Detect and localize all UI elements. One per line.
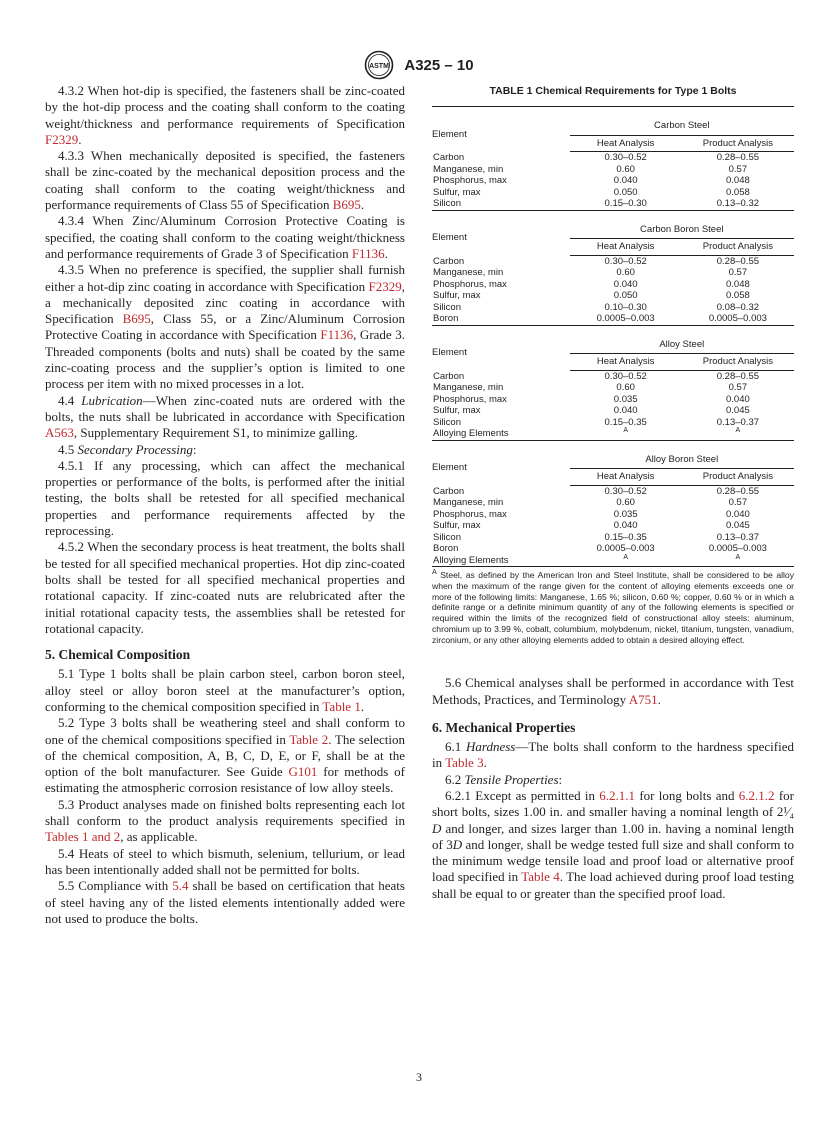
product-analysis-value: 0.040	[725, 393, 750, 405]
heat-analysis-header: Heat Analysis	[570, 135, 682, 152]
heat-analysis-value: 0.040	[613, 278, 638, 290]
heat-analysis-header: Heat Analysis	[570, 239, 682, 256]
element-name: Silicon	[433, 301, 461, 313]
heat-analysis-header: Heat Analysis	[570, 354, 682, 371]
para-5-2: 5.2 Type 3 bolts shall be weathering steel and shall conform to one of the chemical compositions specified in Table 2. The selection of the chemical composition, A, B, C, D, E, or F, shall be at the option of the bolt manufacturer. See Guide G101 for methods of estimating the atmospheric corrosion resistance of low alloy steels.	[45, 715, 406, 796]
product-analysis-value: 0.0005–0.003	[708, 543, 767, 555]
element-name: Manganese, min	[433, 267, 504, 279]
element-name: Manganese, min	[433, 163, 504, 175]
ref-b695[interactable]: B695	[332, 197, 361, 213]
product-analysis-value: 0.13–0.37	[716, 416, 760, 428]
heat-analysis-value: 0.040	[613, 405, 638, 417]
ref-f1136[interactable]: F1136	[351, 245, 385, 261]
table-row	[432, 290, 794, 302]
product-analysis-value: 0.28–0.55	[716, 370, 760, 382]
product-analysis-value: 0.0005–0.003	[682, 313, 794, 325]
heat-analysis-value: 0.050	[613, 186, 638, 198]
para-4-5-1: 4.5.1 If any processing, which can affect the mechanical properties or performance of the bolts, is performed after the initial testing, the bolts shall be retested for all specified mechanical properties and performance requirements affected by the reprocessing.	[45, 457, 405, 539]
ref-b695[interactable]: B695	[122, 311, 151, 327]
element-name: Silicon	[432, 198, 570, 210]
table-row	[432, 279, 794, 291]
para-4-3-4: 4.3.4 When Zinc/Aluminum Corrosion Protective Coating is specified, the coating shall conform to the coating weight/thickness and performance requirements of Grade 3 of Specification F1136.	[45, 213, 405, 261]
product-analysis-value: 0.28–0.55	[716, 152, 760, 164]
element-name: Silicon	[433, 416, 461, 428]
product-analysis-value: 0.08–0.32	[716, 301, 760, 313]
element-name: Carbon	[433, 485, 465, 497]
table-row	[432, 187, 794, 199]
table-row	[432, 175, 794, 187]
heat-analysis-value: 0.040	[613, 520, 638, 532]
ref-section-5-4[interactable]: 5.4	[172, 878, 189, 894]
ref-table-4[interactable]: Table 4	[521, 869, 560, 885]
section-5-heading: 5. Chemical Composition	[45, 647, 191, 663]
para-6-1: 6.1 Hardness—The bolts shall conform to the hardness specified in Table 3.	[432, 739, 795, 771]
product-analysis-value: 0.040	[725, 508, 750, 520]
product-analysis-value: 0.28–0.55	[716, 255, 760, 267]
para-4-4: 4.4 Lubrication—When zinc-coated nuts are ordered with the bolts, the nuts shall be lubricated in accordance with Specification A563, Supplementary Requirement S1, to minimize galling.	[45, 392, 405, 441]
ref-g101[interactable]: G101	[288, 764, 318, 780]
heat-analysis-value: 0.60	[616, 497, 635, 509]
element-name: Boron	[433, 543, 459, 555]
table-section-header	[432, 221, 794, 239]
heat-analysis-value: 0.15–0.35	[604, 416, 647, 428]
ref-6-2-1-2[interactable]: 6.2.1.2	[738, 788, 775, 803]
ref-f2329[interactable]: F2329	[368, 278, 402, 294]
table-row	[432, 485, 794, 497]
element-name: Alloying Elements	[432, 428, 570, 440]
product-analysis-header: Product Analysis	[682, 239, 794, 256]
product-analysis-value: 0.13–0.37	[716, 531, 760, 543]
element-header: Element	[432, 347, 467, 359]
table-row	[432, 509, 794, 521]
table-footnote: $^A$ Steel, as defined by the American Iron and Steel Institute, shall be considered to be alloy when the maximum of the range given for the content of alloying elements exceeds one or more of the following limits: Manganese, 1.65 %; silicon, 0.60 %; copper, 0.60 % or in which a definite range or a definite minimum quantity of any of the following elements is specified or required within the limits of the recognized field of constructional alloy steels: aluminum, chromium up to 3.99 %, cobalt, columbium, molybdenum, nickel, titanium, tungsten, vanadium, zirconium, or any other alloying elements added to obtain a desired alloying effect.	[432, 569, 795, 645]
heat-analysis-value: 0.30–0.52	[604, 370, 647, 382]
element-name: Phosphorus, max	[433, 175, 507, 187]
para-5-1: 5.1 Type 1 bolts shall be plain carbon steel, carbon boron steel, alloy steel or alloy boron steel at the manufacturer’s option, conforming to the chemical composition specified in Table 1.	[45, 666, 405, 714]
ref-table-1[interactable]: Table 1	[322, 698, 361, 714]
para-4-3-2: 4.3.2 When hot-dip is specified, the fasteners shall be zinc-coated by the hot-dip process and the coating shall conform to the coating weight/thickness and performance requirements of Specification F2329.	[45, 83, 405, 147]
element-name: Boron	[432, 313, 570, 325]
table-section-header	[432, 451, 794, 469]
para-4-3-5: 4.3.5 When no preference is specified, the supplier shall furnish either a hot-dip zinc coating in accordance with Specification F2329, a mechanically deposited zinc coating in accordance with Specification B695, Class 55, or a Zinc/Aluminum Corrosion Protective Coating in accordance with Specification F1136, Grade 3. Threaded components (bolts and nuts) shall be coated by the same zinc-coating process and the supplier’s option is limited to one process per item with no mixed processes in a lot.	[45, 262, 405, 392]
product-analysis-value: 0.048	[725, 175, 750, 187]
ref-a563[interactable]: A563	[45, 425, 74, 441]
heat-analysis-value: 0.040	[613, 175, 638, 187]
element-name: Phosphorus, max	[433, 278, 507, 290]
table-row	[432, 255, 794, 267]
product-analysis-value: 0.57	[728, 382, 748, 394]
heat-analysis-value: 0.60	[616, 163, 635, 175]
table-row	[432, 267, 794, 279]
table-row	[432, 405, 794, 417]
element-name: Sulfur, max	[433, 520, 481, 532]
element-name: Phosphorus, max	[433, 508, 507, 520]
para-6-2-1: 6.2.1 Except as permitted in 6.2.1.1 for long bolts and 6.2.1.2 for short bolts, sizes 1.00 in. and smaller having a nominal length of 2¹⁄₄ D and longer, and sizes larger than 1.00 in. having a nominal length of 3D and longer, shall be wedge tested full size and shall conform to the minimum wedge tensile load and proof load or alternative proof load specified in Table 4. The load achieved during proof load testing shall be equal to or greater than the specified proof load.	[432, 788, 795, 901]
steel-group-header: Alloy Steel	[570, 336, 794, 354]
table-row	[432, 152, 794, 164]
heat-analysis-value: 0.0005–0.003	[570, 313, 682, 325]
astm-logo-icon	[364, 50, 394, 80]
table-1-title: TABLE 1 Chemical Requirements for Type 1 Bolts	[489, 85, 737, 97]
page-number: 3	[416, 1070, 422, 1084]
heat-analysis-value: A	[570, 555, 682, 567]
para-4-3-3: 4.3.3 When mechanically deposited is specified, the fasteners shall be zinc-coated by the mechanical deposition process and the coating shall conform to the coating weight/thickness and performance requirements of Class 55 of Specification B695.	[45, 148, 405, 213]
heat-analysis-value: 0.30–0.52	[604, 255, 647, 267]
para-5-5: 5.5 Compliance with 5.4 shall be based on certification that heats of steel having any of the listed elements intentionally added were not used to produce the bolts.	[45, 878, 405, 926]
product-analysis-value: 0.57	[728, 163, 748, 175]
table-row	[432, 555, 794, 567]
steel-group-header: Carbon Steel	[570, 117, 794, 135]
para-5-3: 5.3 Product analyses made on finished bolts representing each lot shall conform to the product analysis requirements specified in Tables 1 and 2, as applicable.	[45, 796, 405, 845]
table-row	[432, 302, 794, 314]
table-row	[432, 313, 794, 325]
para-6-2: 6.2 Tensile Properties:	[445, 771, 563, 787]
element-name: Carbon	[433, 255, 465, 267]
ref-tables-1-2[interactable]: Tables 1 and 2	[45, 829, 121, 845]
logo-text: ASTM	[369, 63, 390, 70]
steel-group-header: Carbon Boron Steel	[570, 221, 794, 239]
product-analysis-header: Product Analysis	[682, 135, 794, 152]
page-header	[0, 50, 838, 80]
heat-analysis-value: 0.035	[613, 393, 638, 405]
table-row	[432, 428, 794, 440]
section-6-heading: 6. Mechanical Properties	[432, 719, 576, 735]
heat-analysis-value: 0.15–0.30	[570, 198, 682, 210]
heat-analysis-value: 0.60	[616, 267, 635, 279]
chemical-requirements-table	[432, 106, 794, 567]
heat-analysis-value: 0.035	[613, 508, 638, 520]
heat-analysis-value: 0.050	[613, 290, 638, 302]
table-row	[432, 382, 794, 394]
product-analysis-value: 0.13–0.32	[682, 198, 794, 210]
product-analysis-value: 0.058	[725, 290, 750, 302]
ref-table-3[interactable]: Table 3	[445, 755, 484, 771]
heat-analysis-value: 0.30–0.52	[604, 485, 647, 497]
para-5-6: 5.6 Chemical analyses shall be performed in accordance with Test Methods, Practices, and Terminology A751.	[432, 675, 794, 707]
para-5-4: 5.4 Heats of steel to which bismuth, selenium, tellurium, or lead has been intentionally added shall not be permitted for bolts.	[45, 845, 405, 877]
table-section-header	[432, 336, 794, 354]
table-section-header	[432, 117, 794, 135]
heat-analysis-value: 0.30–0.52	[604, 152, 647, 164]
element-name: Alloying Elements	[432, 555, 570, 567]
table-row	[432, 164, 794, 176]
element-name: Silicon	[433, 531, 461, 543]
document-designation: A325 – 10	[404, 56, 474, 74]
element-name: Carbon	[433, 370, 465, 382]
table-row	[432, 497, 794, 509]
product-analysis-value: A	[682, 555, 794, 567]
table-row	[432, 370, 794, 382]
heat-analysis-value: 0.0005–0.003	[596, 543, 655, 555]
product-analysis-value: 0.28–0.55	[716, 485, 760, 497]
product-analysis-value: 0.57	[728, 497, 748, 509]
element-name: Sulfur, max	[433, 405, 481, 417]
table-row	[432, 394, 794, 406]
heat-analysis-header: Heat Analysis	[570, 469, 682, 486]
steel-group-header: Alloy Boron Steel	[570, 451, 794, 469]
heat-analysis-value: 0.10–0.30	[604, 301, 647, 313]
element-header: Element	[432, 462, 467, 474]
product-analysis-value: 0.045	[725, 405, 750, 417]
heat-analysis-value: A	[570, 428, 682, 440]
element-name: Sulfur, max	[433, 290, 481, 302]
element-name: Manganese, min	[433, 382, 504, 394]
element-name: Carbon	[433, 152, 465, 164]
table-row	[432, 532, 794, 544]
product-analysis-value: 0.058	[725, 186, 750, 198]
product-analysis-value: 0.045	[725, 520, 750, 532]
product-analysis-value: 0.57	[728, 267, 748, 279]
heat-analysis-value: 0.15–0.35	[604, 531, 647, 543]
element-name: Sulfur, max	[433, 186, 481, 198]
element-name: Phosphorus, max	[433, 393, 507, 405]
left-column	[45, 83, 405, 927]
para-4-5-2: 4.5.2 When the secondary process is heat treatment, the bolts shall be tested for all specified mechanical properties. Hot dip zinc-coated bolts shall be tested for all specified mechanical properties and rotational capacity. If zinc-coated nuts are relubricated after the initial rotational capacity tests, the assemblies shall be retested for rotational capacity.	[45, 539, 405, 636]
table-row	[432, 198, 794, 210]
table-row	[432, 520, 794, 532]
product-analysis-header: Product Analysis	[682, 354, 794, 371]
ref-a751[interactable]: A751	[628, 691, 658, 707]
para-4-5: 4.5 Secondary Processing:	[58, 441, 197, 457]
ref-6-2-1-1[interactable]: 6.2.1.1	[599, 788, 636, 803]
element-header: Element	[432, 232, 467, 244]
ref-table-2[interactable]: Table 2	[289, 731, 329, 747]
product-analysis-value: A	[682, 428, 794, 440]
heat-analysis-value: 0.60	[616, 382, 635, 394]
ref-f1136[interactable]: F1136	[320, 327, 354, 343]
ref-f2329[interactable]: F2329	[45, 131, 79, 147]
product-analysis-value: 0.048	[725, 278, 750, 290]
element-name: Manganese, min	[433, 497, 504, 509]
product-analysis-header: Product Analysis	[682, 469, 794, 486]
right-column	[432, 83, 794, 902]
element-header: Element	[432, 128, 467, 140]
